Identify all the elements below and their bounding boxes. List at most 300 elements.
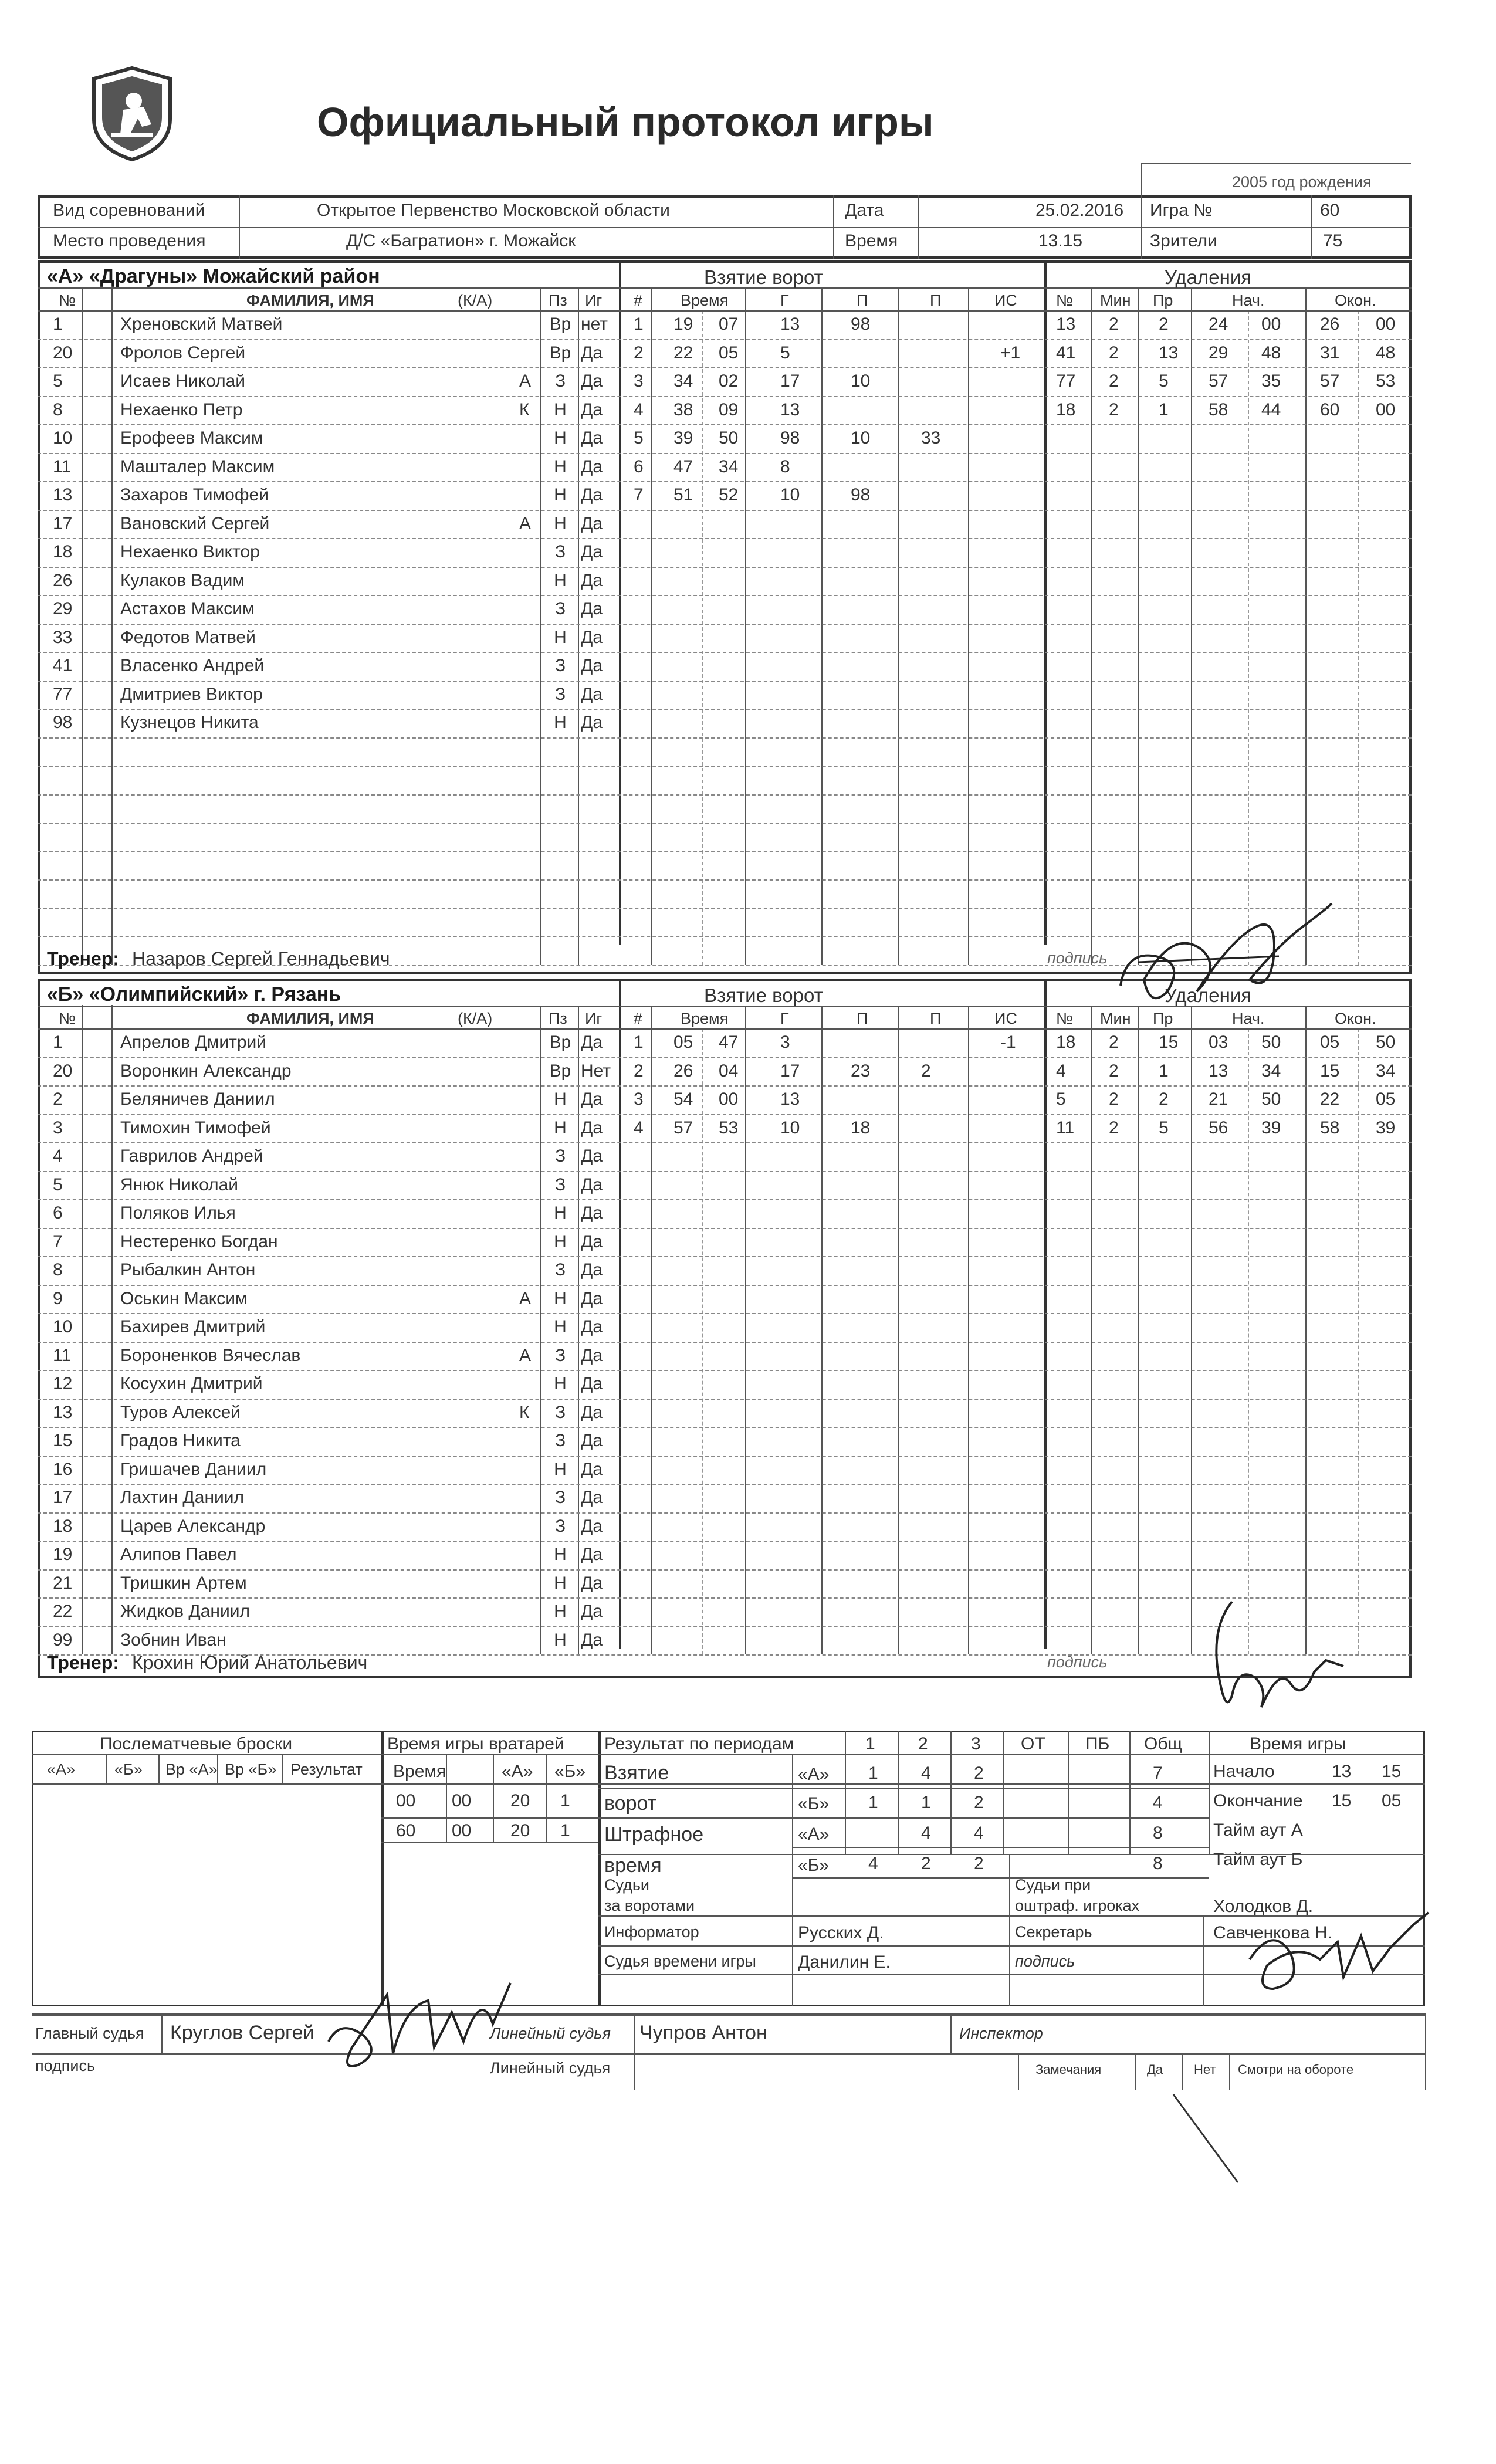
period-goals_a-value: 7 <box>1153 1764 1163 1783</box>
team_a-player-position: Вр <box>549 314 571 334</box>
team_a-col-divider <box>898 287 899 965</box>
team_b-player-role: А <box>519 1288 532 1308</box>
team_a-goal-ss: 52 <box>719 485 739 505</box>
team_b-penalty-ss: 39 <box>1261 1118 1281 1138</box>
team_b-player-name: Поляков Илья <box>120 1203 236 1223</box>
period-goals_a-value: 4 <box>921 1764 931 1783</box>
team_a-penalty-em: 57 <box>1320 371 1340 391</box>
team_b-player-played: Да <box>581 1317 603 1336</box>
team_a-player-position: Н <box>554 400 567 419</box>
team_b-player-name: Бороненков Вячеслав <box>120 1345 301 1365</box>
team_a-col-assist-1: П <box>857 292 868 309</box>
team_a-col-divider <box>745 287 746 965</box>
team_b-player-position: Н <box>554 1203 567 1223</box>
referee-label: Главный судья <box>35 2025 144 2042</box>
team_b-player-no: 99 <box>53 1630 73 1650</box>
team_a-penalty-pr: 2 <box>1159 314 1169 334</box>
team_b-coach-label: Тренер: <box>47 1652 119 1673</box>
team_a-goal-ss: 50 <box>719 428 739 448</box>
team_a-player-no: 41 <box>53 656 73 675</box>
team_a-col-no: № <box>59 292 76 309</box>
date-value: 25.02.2016 <box>1035 201 1124 220</box>
team_a-goal-is: +1 <box>1000 343 1021 363</box>
team_a-player-name: Вановский Сергей <box>120 513 270 533</box>
team_b-player-played: Да <box>581 1175 603 1194</box>
team_a-penalty-ss: 44 <box>1261 400 1281 419</box>
team_a-col-divider <box>540 287 541 965</box>
team_a-player-position: З <box>554 684 566 704</box>
team_b-player-no: 21 <box>53 1573 73 1593</box>
end-minute: 05 <box>1382 1791 1402 1810</box>
team_a-player-position: Н <box>554 428 567 448</box>
team_a-goal-mm: 51 <box>673 485 693 505</box>
team_a-goal-mm: 47 <box>673 456 693 476</box>
team_a-penalty-sm: 29 <box>1209 343 1228 363</box>
timeout-b: Тайм аут Б <box>1213 1850 1303 1869</box>
period-goals_b-value: 4 <box>1153 1793 1163 1812</box>
period-pim_b-value: 8 <box>1153 1854 1163 1873</box>
team_a-penalty-es: 53 <box>1376 371 1396 391</box>
referee-sign-label: подпись <box>35 2057 96 2074</box>
team_a-end-split <box>1358 310 1359 965</box>
team_b-player-no: 22 <box>53 1602 73 1621</box>
team_b-player-name: Жидков Даниил <box>120 1602 250 1621</box>
team_b-player-name: Тимохин Тимофей <box>120 1118 271 1138</box>
team_b-player-name: Апрелов Дмитрий <box>120 1033 267 1052</box>
team_a-player-name: Нехаенко Виктор <box>120 542 260 561</box>
team_b-penalty-ss: 50 <box>1261 1033 1281 1052</box>
team_b-player-played: Да <box>581 1459 603 1479</box>
team_b-col-pz: Пз <box>549 1010 567 1027</box>
team_a-col-pen-start: Нач. <box>1232 292 1265 309</box>
team_b-player-name: Бахирев Дмитрий <box>120 1317 266 1336</box>
team_a-player-position: Н <box>554 570 567 590</box>
team_b-player-no: 8 <box>53 1260 63 1280</box>
period-col-ot: ОТ <box>1021 1734 1045 1754</box>
team_b-player-no: 18 <box>53 1516 73 1536</box>
team_b-penalty-pr: 15 <box>1159 1033 1179 1052</box>
pim-row-label-2: время <box>604 1854 662 1877</box>
team_b-player-played: Да <box>581 1374 603 1393</box>
team_b-col-name: ФАМИЛИЯ, ИМЯ <box>246 1010 374 1027</box>
team_b-player-position: З <box>554 1146 566 1166</box>
team_a-col-ig: Иг <box>585 292 603 309</box>
team_a-row-line <box>38 538 1412 539</box>
end-hour: 15 <box>1332 1791 1352 1810</box>
team_a-goal-ss: 07 <box>719 314 739 334</box>
team_b-player-no: 4 <box>53 1146 63 1166</box>
team_b-player-name: Градов Никита <box>120 1431 241 1450</box>
team_b-player-name: Оськин Максим <box>120 1288 248 1308</box>
team_b-player-position: Вр <box>549 1033 571 1052</box>
team_a-player-played: Да <box>581 570 603 590</box>
team_b-player-no: 19 <box>53 1545 73 1564</box>
team_b-player-played: Да <box>581 1402 603 1422</box>
team_b-player-played: Да <box>581 1431 603 1450</box>
team_a-team-title: «А» «Драгуны» Можайский район <box>47 265 380 287</box>
team_a-penalty-min: 2 <box>1109 314 1119 334</box>
team_a-player-name: Захаров Тимофей <box>120 485 269 505</box>
team_a-penalty-no: 77 <box>1056 371 1076 391</box>
team_a-player-name: Дмитриев Виктор <box>120 684 263 704</box>
team_b-col-goal-time: Время <box>681 1010 729 1027</box>
team_b-col-assist-2: П <box>930 1010 942 1027</box>
timekeeper-value: Данилин Е. <box>798 1952 891 1972</box>
team_a-goal-g: 17 <box>780 371 800 391</box>
team_a-player-position: З <box>554 371 566 391</box>
team_b-penalty-es: 50 <box>1376 1033 1396 1052</box>
team_b-goal-ss: 04 <box>719 1061 739 1081</box>
team_b-row-line <box>38 1057 1412 1058</box>
referee-signature <box>317 1971 528 2077</box>
team_a-player-position: Н <box>554 627 567 647</box>
team_a-penalty-ss: 35 <box>1261 371 1281 391</box>
remarks-no: Нет <box>1194 2062 1216 2077</box>
penalty-judges-value: Холодков Д. <box>1213 1897 1314 1916</box>
team_b-player-position: З <box>554 1175 566 1194</box>
coach-a-signature <box>1103 892 1349 1009</box>
team_b-goal-g: 3 <box>780 1033 790 1052</box>
team_b-penalty-es: 05 <box>1376 1089 1396 1109</box>
team_b-player-name: Янюк Николай <box>120 1175 239 1194</box>
team_b-player-name: Туров Алексей <box>120 1402 241 1422</box>
league-logo <box>88 66 176 163</box>
team_a-player-name: Кузнецов Никита <box>120 713 259 732</box>
team_b-penalty-pr: 1 <box>1159 1061 1169 1081</box>
team_b-goal-mm: 54 <box>673 1089 693 1109</box>
team_a-row-line <box>38 737 1412 739</box>
goals-row-label-2: ворот <box>604 1792 657 1815</box>
team_b-col-pen-reason: Пр <box>1153 1010 1173 1027</box>
secretary-value: Савченкова Н. <box>1213 1923 1332 1942</box>
linesman2-label: Линейный судья <box>490 2059 611 2077</box>
team_b-penalty-ss: 34 <box>1261 1061 1281 1081</box>
team_b-penalty-no: 4 <box>1056 1061 1066 1081</box>
team_b-player-no: 3 <box>53 1118 63 1138</box>
team_a-goal-n: 1 <box>634 314 644 334</box>
team_a-col-divider <box>82 287 83 965</box>
secretary-label: Секретарь <box>1015 1923 1092 1941</box>
team_a-player-name: Кулаков Вадим <box>120 570 245 590</box>
team_b-col-goal-scorer: Г <box>780 1010 789 1027</box>
team_a-goals-divider <box>619 260 621 945</box>
team_b-col-divider <box>111 1005 113 1654</box>
team_a-player-no: 1 <box>53 314 63 334</box>
team_a-col-divider <box>651 287 652 965</box>
team_b-row-line <box>38 1569 1412 1571</box>
see-back-label: Смотри на обороте <box>1238 2062 1354 2077</box>
team_a-player-name: Власенко Андрей <box>120 656 265 675</box>
shootout-col-b: «Б» <box>114 1761 143 1778</box>
team_a-goal-g: 10 <box>780 485 800 505</box>
team_b-player-played: Да <box>581 1516 603 1536</box>
team_a-col-name: ФАМИЛИЯ, ИМЯ <box>246 292 374 309</box>
team_a-col-divider <box>1138 287 1139 965</box>
team_b-col-divider <box>578 1006 579 1654</box>
team_a-penalty-min: 2 <box>1109 343 1119 363</box>
team_a-penalties-divider <box>1044 260 1047 945</box>
team_b-col-divider <box>651 1006 652 1654</box>
timeout-a: Тайм аут А <box>1213 1820 1303 1840</box>
period-col-1: 1 <box>865 1734 875 1754</box>
team_a-col-assist-2: П <box>930 292 942 309</box>
team_b-penalty-no: 11 <box>1056 1118 1075 1138</box>
team_b-penalty-em: 15 <box>1320 1061 1340 1081</box>
shootout-col-result: Результат <box>290 1761 363 1778</box>
team_b-col-pen-no: № <box>1056 1010 1073 1027</box>
team_a-player-position: Н <box>554 485 567 505</box>
team_a-col-divider <box>1191 287 1192 965</box>
period-pim_b-value: 2 <box>921 1854 931 1873</box>
pim-row-label-1: Штрафное <box>604 1823 704 1846</box>
team_b-penalty-min: 2 <box>1109 1118 1119 1138</box>
team_a-goal-g: 5 <box>780 343 790 363</box>
team_a-time-split <box>702 310 703 965</box>
birth-year: 2005 год рождения <box>1232 173 1372 191</box>
team_a-penalty-sm: 58 <box>1209 400 1228 419</box>
team_b-player-position: Вр <box>549 1061 571 1081</box>
team_b-penalty-no: 5 <box>1056 1089 1066 1109</box>
team_a-player-name: Нехаенко Петр <box>120 400 243 419</box>
team_a-goal-n: 6 <box>634 456 644 476</box>
team_b-player-name: Беляничев Даниил <box>120 1089 275 1109</box>
periods-title: Результат по периодам <box>604 1734 794 1754</box>
team_b-player-position: З <box>554 1260 566 1280</box>
gametime-title: Время игры <box>1250 1734 1346 1754</box>
goals-tag-a: «А» <box>798 1765 830 1784</box>
team_b-player-no: 7 <box>53 1231 63 1251</box>
team_a-col-pen-reason: Пр <box>1153 292 1173 309</box>
team_a-player-played: Да <box>581 400 603 419</box>
period-pim_b-value: 4 <box>868 1854 878 1873</box>
team_b-goal-g: 10 <box>780 1118 800 1138</box>
team_a-goal-mm: 38 <box>673 400 693 419</box>
time-label: Время <box>845 231 898 251</box>
team_a-goal-mm: 19 <box>673 314 693 334</box>
team_b-row-line <box>38 1228 1412 1229</box>
team_a-col-strength: ИС <box>994 292 1017 309</box>
period-goals_b-value: 2 <box>974 1793 984 1812</box>
goalie-row1-ss: 00 <box>452 1791 472 1810</box>
team_b-player-position: Н <box>554 1288 567 1308</box>
team_a-penalty-min: 2 <box>1109 371 1119 391</box>
team_a-player-no: 29 <box>53 599 73 618</box>
team_b-player-position: Н <box>554 1317 567 1336</box>
team_a-penalty-sm: 57 <box>1209 371 1228 391</box>
team_b-player-played: Да <box>581 1089 603 1109</box>
team_b-goal-g: 17 <box>780 1061 800 1081</box>
shootout-col-a: «А» <box>47 1761 76 1778</box>
team_a-row-line <box>38 709 1412 710</box>
team_a-player-played: Да <box>581 713 603 732</box>
team_b-row-line <box>38 1456 1412 1457</box>
team_b-goal-ss: 00 <box>719 1089 739 1109</box>
team_a-row-line <box>38 339 1412 340</box>
team_a-player-name: Хреновский Матвей <box>120 314 283 334</box>
team_b-player-played: Да <box>581 1231 603 1251</box>
team_a-player-position: Вр <box>549 343 571 363</box>
team_b-player-position: Н <box>554 1374 567 1393</box>
team_a-goal-ss: 09 <box>719 400 739 419</box>
team_b-col-divider <box>540 1006 541 1654</box>
team_b-player-position: З <box>554 1345 566 1365</box>
team_b-goal-n: 1 <box>634 1033 644 1052</box>
period-pim_a-value: 4 <box>921 1823 931 1843</box>
team_b-penalty-em: 22 <box>1320 1089 1340 1109</box>
team_b-goal-n: 2 <box>634 1061 644 1081</box>
page-title: Официальный протокол игры <box>317 99 934 145</box>
team_b-col-divider <box>821 1006 823 1654</box>
team_a-goal-p2: 33 <box>921 428 941 448</box>
team_a-col-ka: (К/А) <box>458 292 493 309</box>
team_a-player-name: Машталер Максим <box>120 456 275 476</box>
team_b-goal-ss: 53 <box>719 1118 739 1138</box>
team_a-penalty-pr: 5 <box>1159 371 1169 391</box>
team_b-coach-sign-label: подпись <box>1047 1653 1108 1671</box>
spectators-value: 75 <box>1323 231 1343 251</box>
team_a-col-goal-scorer: Г <box>780 292 789 309</box>
team_a-row-line <box>38 794 1412 796</box>
team_b-col-pen-end: Окон. <box>1335 1010 1376 1027</box>
team_a-col-pen-no: № <box>1056 292 1073 309</box>
team_a-row-line <box>38 481 1412 482</box>
secretary-signature <box>1238 1901 1431 2006</box>
goalie-row1-b: 1 <box>560 1791 570 1810</box>
team_b-player-played: Да <box>581 1260 603 1280</box>
period-pim_a-value: 4 <box>974 1823 984 1843</box>
team_a-penalties-title: Удаления <box>1165 266 1252 288</box>
team_b-player-played: Да <box>581 1573 603 1593</box>
team_a-row-line <box>38 879 1412 881</box>
team_a-player-name: Федотов Матвей <box>120 627 256 647</box>
penalty-judges-label-1: Судьи при <box>1015 1876 1091 1894</box>
team_b-goal-ss: 47 <box>719 1033 739 1052</box>
shootout-col-gk-b: Вр «Б» <box>225 1761 277 1778</box>
team_a-penalty-pr: 13 <box>1159 343 1179 363</box>
team_a-player-played: Да <box>581 456 603 476</box>
team_b-player-name: Лахтин Даниил <box>120 1488 245 1507</box>
team_a-goal-g: 13 <box>780 314 800 334</box>
team_a-player-no: 98 <box>53 713 73 732</box>
team_b-penalty-no: 18 <box>1056 1033 1076 1052</box>
team_b-player-name: Гришачев Даниил <box>120 1459 267 1479</box>
team_a-player-role: А <box>519 513 532 533</box>
team_b-player-no: 1 <box>53 1033 63 1052</box>
venue-value: Д/С «Багратион» г. Можайск <box>346 231 576 251</box>
team_b-penalty-sm: 56 <box>1209 1118 1228 1138</box>
team_a-player-position: З <box>554 656 566 675</box>
team_b-player-role: К <box>519 1402 530 1422</box>
team_a-player-name: Астахов Максим <box>120 599 255 618</box>
team_a-col-divider <box>111 287 113 965</box>
team_a-player-played: Да <box>581 684 603 704</box>
period-goals_a-value: 1 <box>868 1764 878 1783</box>
goalie-row2-mm: 60 <box>396 1821 416 1840</box>
team_b-row-line <box>38 1199 1412 1200</box>
team_a-col-divider <box>821 287 823 965</box>
team_b-player-no: 11 <box>53 1345 72 1365</box>
team_a-player-no: 77 <box>53 684 73 704</box>
team_b-player-played: Да <box>581 1630 603 1650</box>
team_b-player-played: Да <box>581 1488 603 1507</box>
team_a-goal-n: 5 <box>634 428 644 448</box>
team_b-player-position: Н <box>554 1545 567 1564</box>
team_a-goal-ss: 05 <box>719 343 739 363</box>
team_b-goal-mm: 57 <box>673 1118 693 1138</box>
team_b-col-divider <box>1091 1006 1092 1654</box>
team_b-player-no: 2 <box>53 1089 63 1109</box>
timekeeper-label: Судья времени игры <box>604 1952 756 1970</box>
team_b-player-name: Косухин Дмитрий <box>120 1374 263 1393</box>
team_b-row-line <box>38 1399 1412 1400</box>
team_b-col-divider <box>1138 1006 1139 1654</box>
team_a-player-played: Да <box>581 485 603 505</box>
team_a-row-line <box>38 851 1412 852</box>
team_b-player-played: Да <box>581 1203 603 1223</box>
team_a-col-pen-end: Окон. <box>1335 292 1376 309</box>
team_a-player-no: 10 <box>53 428 73 448</box>
team_a-player-position: Н <box>554 456 567 476</box>
team_a-penalty-no: 13 <box>1056 314 1076 334</box>
team_b-col-divider <box>968 1006 969 1654</box>
date-label: Дата <box>845 201 884 220</box>
team_b-row-line <box>38 1541 1412 1542</box>
goalie-row2-ss: 00 <box>452 1821 472 1840</box>
team_b-player-position: Н <box>554 1231 567 1251</box>
team_b-player-no: 16 <box>53 1459 73 1479</box>
team_a-player-no: 18 <box>53 542 73 561</box>
team_b-goal-g: 13 <box>780 1089 800 1109</box>
team_b-player-played: Да <box>581 1288 603 1308</box>
team_b-goal-mm: 26 <box>673 1061 693 1081</box>
team_a-goal-p1: 98 <box>851 314 871 334</box>
team_b-player-position: Н <box>554 1459 567 1479</box>
team_b-goal-is: -1 <box>1000 1033 1016 1052</box>
team_a-columns-line <box>38 310 1412 312</box>
competition-value: Открытое Первенство Московской области <box>317 201 670 220</box>
team_a-col-goal-time: Время <box>681 292 729 309</box>
spectators-label: Зрители <box>1150 231 1217 251</box>
team_a-row-line <box>38 367 1412 368</box>
team_a-col-pen-min: Мин <box>1100 292 1131 309</box>
team_b-player-no: 15 <box>53 1431 73 1450</box>
team_b-player-no: 5 <box>53 1175 63 1194</box>
team_a-penalty-es: 00 <box>1376 400 1396 419</box>
team_b-player-position: Н <box>554 1573 567 1593</box>
penalty-judges-label-2: оштраф. игроках <box>1015 1897 1140 1914</box>
team_b-row-line <box>38 1285 1412 1286</box>
team_b-player-name: Зобнин Иван <box>120 1630 226 1650</box>
team_a-goal-p1: 10 <box>851 428 871 448</box>
team_a-row-line <box>38 681 1412 682</box>
team_a-row-line <box>38 624 1412 625</box>
team_a-penalty-em: 31 <box>1320 343 1340 363</box>
team_a-start-split <box>1248 310 1249 965</box>
team_b-player-name: Гаврилов Андрей <box>120 1146 263 1166</box>
team_a-col-divider <box>1305 287 1307 965</box>
team_a-goal-n: 4 <box>634 400 644 419</box>
pim-tag-b: «Б» <box>798 1856 830 1875</box>
goalie-row1-mm: 00 <box>396 1791 416 1810</box>
team_a-penalty-no: 41 <box>1056 343 1076 363</box>
team_b-col-strength: ИС <box>994 1010 1017 1027</box>
period-col-2: 2 <box>918 1734 928 1754</box>
team_a-coach-label: Тренер: <box>47 948 119 969</box>
goalie-row1-a: 20 <box>510 1791 530 1810</box>
game-number: 60 <box>1320 201 1340 220</box>
team_a-player-no: 11 <box>53 456 72 476</box>
team_a-col-divider <box>1091 287 1092 965</box>
